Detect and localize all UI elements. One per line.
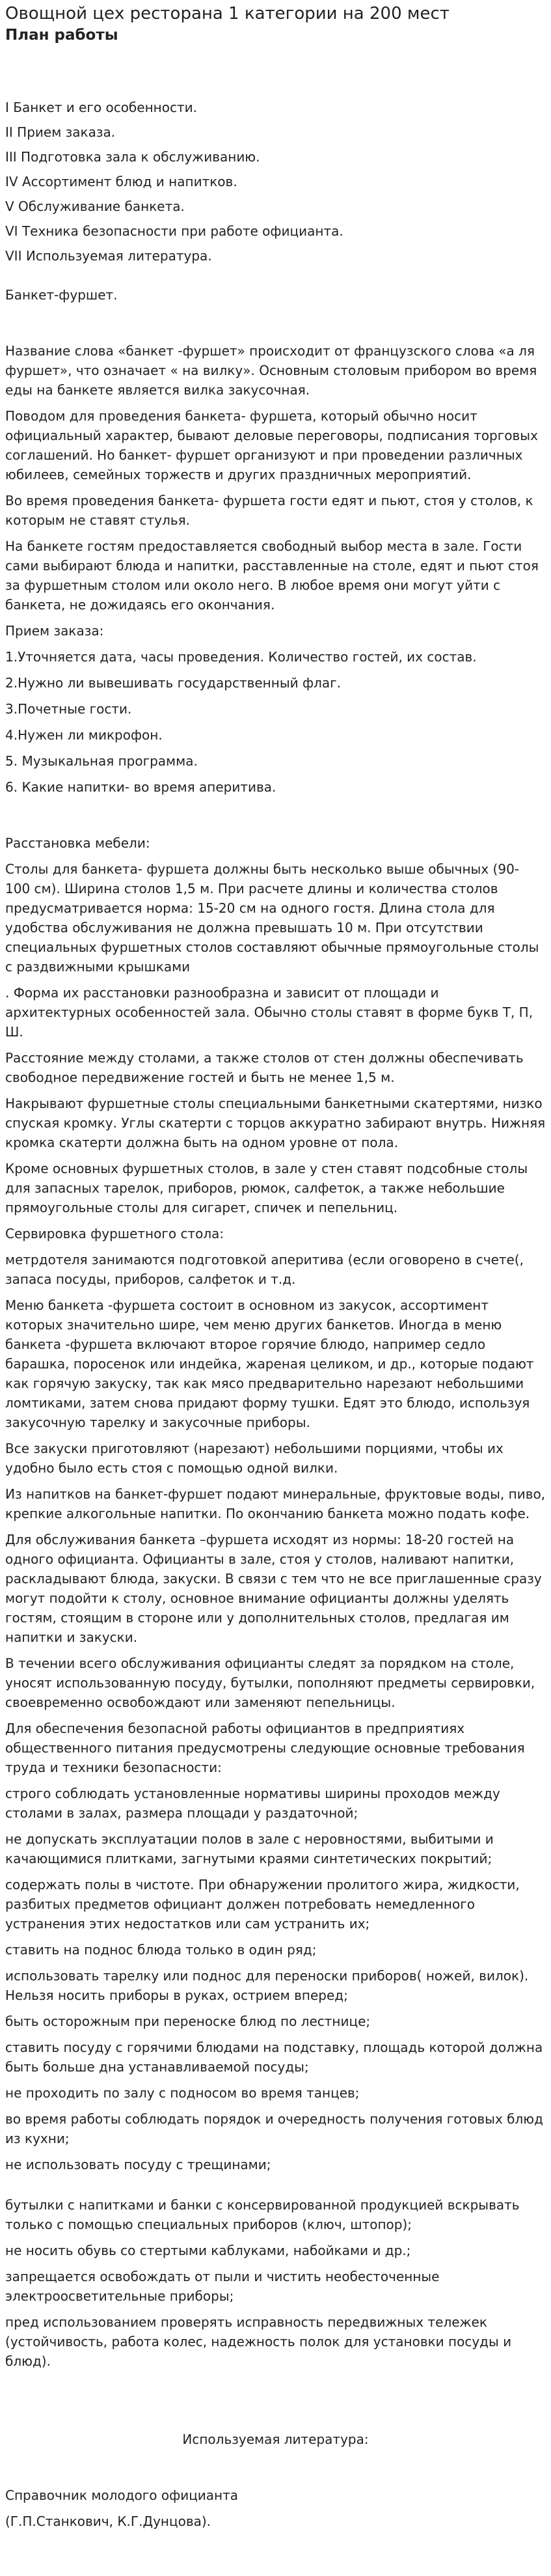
list-item: ставить на поднос блюда только в один ряд; bbox=[5, 1942, 317, 1958]
table-of-contents bbox=[5, 98, 546, 266]
paragraph: Кроме основных фуршетных столов, в зале у стен ставят подсобные столы для запасных тарелок, приборов, рюмок, салфеток, а также небольшие прямоугольные столы для сигарет, спичек и пепельниц. bbox=[5, 1161, 528, 1216]
paragraph: Накрывают фуршетные столы специальными банкетными скатертями, низко спуская кромку. Углы скатерти с торцов аккуратно забирают внутрь. Нижняя кромка скатерти должна быть на одном уровне от пола. bbox=[5, 1096, 546, 1151]
section-heading: Сервировка фуршетного стола: bbox=[5, 1226, 224, 1242]
list-item: быть осторожным при переноске блюд по лестнице; bbox=[5, 2014, 371, 2030]
paragraph: Меню банкета -фуршета состоит в основном из закусок, ассортимент которых значительно шире, чем меню других банкетов. Иногда в меню банкета -фуршета включают второе горячие блюдо, например седло барашка, поросенок или индейка, жареная целиком, и др., которые подают как горячую закуску, так как мясо предварительно нарезают небольшими ломтиками, затем снова придают форму тушки. Едят это блюдо, используя закусочную тарелку и закусочные приборы. bbox=[5, 1297, 534, 1431]
literature-heading: Используемая литература: bbox=[182, 2431, 369, 2448]
list-item: 2.Нужно ли вывешивать государственный флаг. bbox=[5, 675, 341, 691]
toc-item: III Подготовка зала к обслуживанию. bbox=[5, 149, 260, 165]
toc-item: VI Техника безопасности при работе официанта. bbox=[5, 223, 343, 240]
list-item: не носить обувь со стертыми каблуками, набойками и др.; bbox=[5, 2243, 411, 2259]
section-heading: Банкет-фуршет. bbox=[5, 287, 118, 303]
toc-item: VII Используемая литература. bbox=[5, 248, 212, 264]
list-item: ставить посуду с горячими блюдами на подставку, площадь которой должна быть больше дна устанавливаемой посуды; bbox=[5, 2040, 543, 2075]
list-item: 6. Какие напитки- во время аперитива. bbox=[5, 779, 276, 796]
toc-item: IV Ассортимент блюд и напитков. bbox=[5, 174, 237, 190]
list-item: строго соблюдать установленные нормативы ширины проходов между столами в залах, размера площади у раздаточной; bbox=[5, 1786, 500, 1821]
paragraph: Расстояние между столами, а также столов от стен должны обеспечивать свободное передвижение гостей и быть не менее 1,5 м. bbox=[5, 1050, 524, 1086]
toc-item: I Банкет и его особенности. bbox=[5, 100, 197, 116]
list-item: запрещается освобождать от пыли и чистить необесточенные электроосветительные приборы; bbox=[5, 2269, 440, 2305]
paragraph: Для обслуживания банкета –фуршета исходят из нормы: 18-20 гостей на одного официанта. Официанты в зале, стоя у столов, наливают напитки, раскладывают блюда, закуски. В связи с тем что не все приглашенные сразу могут подойти к столу, основное внимание официанты должны уделять гостям, стоящим в стороне или у дополнительных столов, предлагая им напитки и закуски. bbox=[5, 1532, 542, 1646]
paragraph: Для обеспечения безопасной работы официантов в предприятиях общественного питания предусмотрены следующие основные требования труда и техники безопасности: bbox=[5, 1721, 525, 1776]
paragraph: Из напитков на банкет-фуршет подают минеральные, фруктовые воды, пиво, крепкие алкогольные напитки. По окончанию банкета можно подать кофе. bbox=[5, 1486, 546, 1522]
paragraph: Поводом для проведения банкета- фуршета, который обычно носит официальный характер, бывают деловые переговоры, подписания торговых соглашений. Но банкет- фуршет организуют и при проведении различных юбилеев, семейных торжеств и других праздничных мероприятий. bbox=[5, 408, 538, 483]
list-item: бутылки с напитками и банки с консервированной продукцией вскрывать только с помощью специальных приборов (ключ, штопор); bbox=[5, 2197, 520, 2233]
list-item: пред использованием проверять исправность передвижных тележек (устойчивость, работа колес, надежность полок для установки посуды и блюд). bbox=[5, 2314, 512, 2370]
toc-item: V Обслуживание банкета. bbox=[5, 199, 185, 215]
literature-item: Справочник молодого официанта bbox=[5, 2487, 239, 2504]
list-item: не проходить по залу с подносом во время танцев; bbox=[5, 2085, 360, 2101]
list-item: не использовать посуду с трещинами; bbox=[5, 2157, 271, 2173]
paragraph: Все закуски приготовляют (нарезают) небольшими порциями, чтобы их удобно было есть стоя с помощью одной вилки. bbox=[5, 1441, 504, 1476]
document-title: Овощной цех ресторана 1 категории на 200 мест bbox=[5, 4, 450, 23]
list-item: 4.Нужен ли микрофон. bbox=[5, 727, 163, 743]
list-item: 5. Музыкальная программа. bbox=[5, 753, 198, 769]
toc-item: II Прием заказа. bbox=[5, 124, 116, 141]
paragraph: метрдотеля занимаются подготовкой аперитива (если оговорено в счете(, запаса посуды, приборов, салфеток и т.д. bbox=[5, 1252, 524, 1288]
list-item: 3.Почетные гости. bbox=[5, 701, 132, 717]
list-item: 1.Уточняется дата, часы проведения. Количество гостей, их состав. bbox=[5, 649, 477, 665]
document-subtitle: План работы bbox=[5, 27, 118, 44]
paragraph: . Форма их расстановки разнообразна и зависит от площади и архитектурных особенностей зала. Обычно столы ставят в форме букв Т, П, Ш. bbox=[5, 985, 533, 1040]
paragraph: На банкете гостям предоставляется свободный выбор места в зале. Гости сами выбирают блюда и напитки, расставленные на столе, едят и пьют стоя за фуршетным столом или около него. В любое время они могут уйти с банкета, не дожидаясь его окончания. bbox=[5, 538, 539, 613]
list-item: во время работы соблюдать порядок и очередность получения готовых блюд из кухни; bbox=[5, 2111, 543, 2147]
literature-item: (Г.П.Станкович, К.Г.Дунцова). bbox=[5, 2514, 211, 2530]
paragraph: Столы для банкета- фуршета должны быть несколько выше обычных (90- 100 см). Ширина столов 1,5 м. При расчете длины и количества столов предусматривается норма: 15-20 см на одного гостя. Длина стола для удобства обслуживания не должна превышать 10 м. При отсутствии специальных фуршетных столов составляют обычные прямоугольные столы с раздвижными крышками bbox=[5, 861, 539, 975]
section-heading: Расстановка мебели: bbox=[5, 835, 150, 852]
section-heading: Прием заказа: bbox=[5, 623, 104, 639]
list-item: содержать полы в чистоте. При обнаружении пролитого жира, жидкости, разбитых предметов официант должен потребовать немедленного устранения этих недостатков или сам устранить их; bbox=[5, 1877, 520, 1932]
paragraph: Название слова «банкет -фуршет» происходит от французского слова «а ля фуршет», что означает « на вилку». Основным столовым прибором во время еды на банкете является вилка закусочная. bbox=[5, 343, 537, 398]
paragraph: Во время проведения банкета- фуршета гости едят и пьют, стоя у столов, к которым не ставят стулья. bbox=[5, 493, 533, 529]
list-item: использовать тарелку или поднос для переноски приборов( ножей, вилок). Нельзя носить приборы в руках, острием вперед; bbox=[5, 1968, 529, 2004]
paragraph: В течении всего обслуживания официанты следят за порядком на столе, уносят использованную посуду, бутылки, пополняют предметы сервировки, своевременно освобождают или заменяют пепельницы. bbox=[5, 1655, 535, 1711]
list-item: не допускать эксплуатации полов в зале с неровностями, выбитыми и качающимися плитками, загнутыми краями синтетических покрытий; bbox=[5, 1831, 494, 1867]
